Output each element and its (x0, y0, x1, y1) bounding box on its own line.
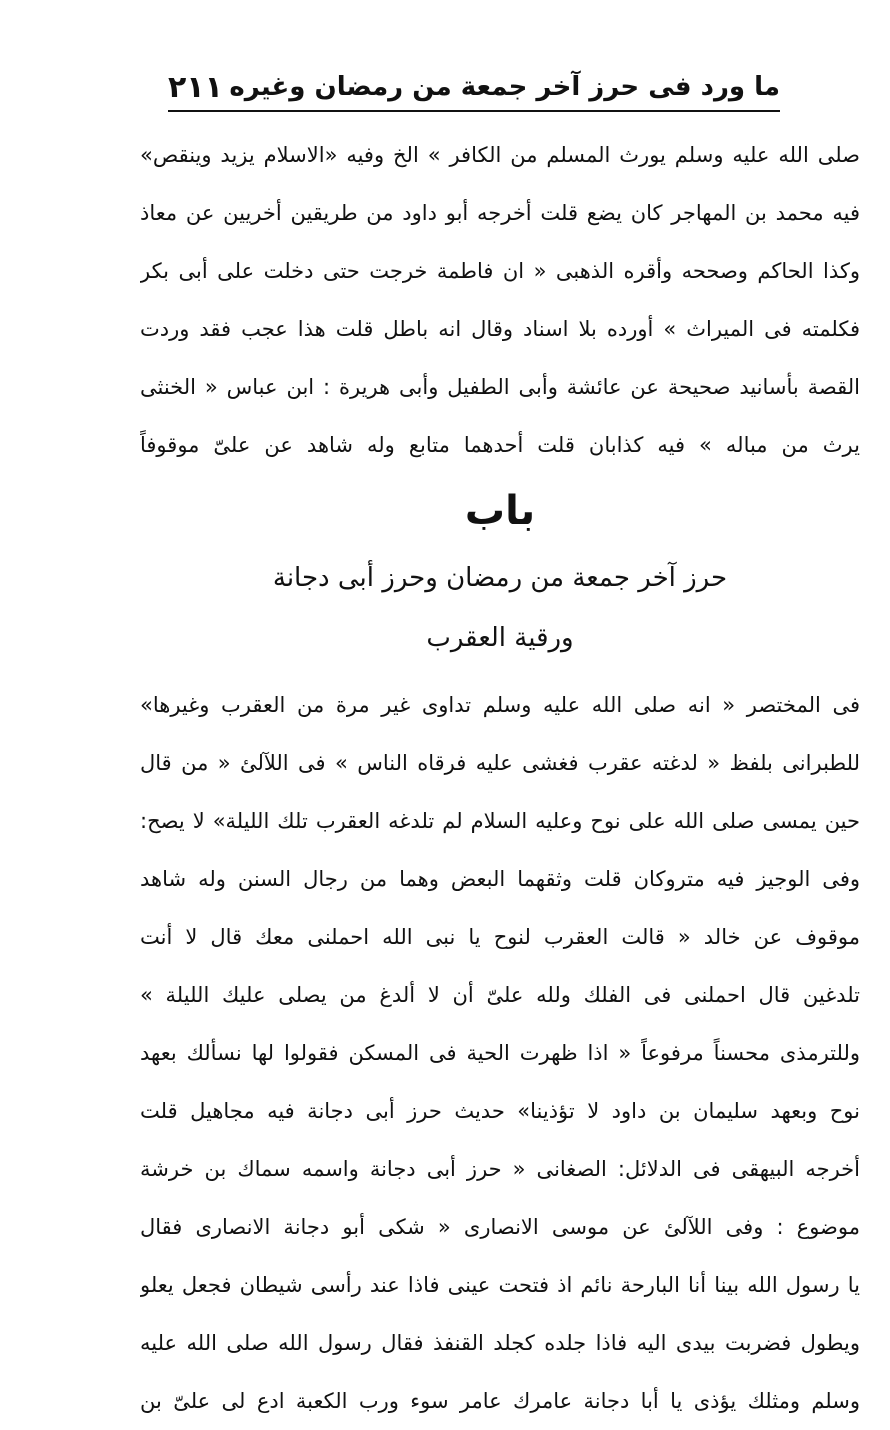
text-line: يا رسول الله بينا أنا البارحة نائم اذ فتحت عينى فاذا عند رأسى شيطان فجعل يعلو (140, 1273, 860, 1297)
header-rule (168, 110, 780, 112)
text-line: موضوع : وفى اللآلئ عن موسى الانصارى « شكى أبو دجانة الانصارى فقال (140, 1215, 860, 1239)
section-subheading: حرز آخر جمعة من رمضان وحرز أبى دجانة (272, 563, 728, 593)
section-heading: باب (464, 488, 536, 534)
page-number: ٢١١ (168, 69, 223, 105)
text-line: وكذا الحاكم وصححه وأقره الذهبى « ان فاطمة خرجت حتى دخلت على أبى بكر (140, 259, 860, 283)
text-line: فكلمته فى الميراث » أورده بلا اسناد وقال انه باطل قلت هذا عجب فقد وردت (140, 317, 860, 341)
text-line: موقوف عن خالد « قالت العقرب لنوح يا نبى الله احملنى معك قال لا أنت (140, 925, 860, 949)
text-line: فيه محمد بن المهاجر كان يضع قلت أخرجه أبو داود من طريقين أخريين عن معاذ (140, 201, 860, 225)
text-line: صلى الله عليه وسلم يورث المسلم من الكافر » الخ وفيه «الاسلام يزيد وينقص» (140, 143, 860, 167)
text-line: وسلم ومثلك يؤذى يا أبا دجانة عامرك عامر سوء ورب الكعبة ادع لى علىّ بن (140, 1389, 860, 1413)
text-line: للطبرانى بلفظ « لدغته عقرب فغشى عليه فرقاه الناس » فى اللآلئ « من قال (140, 751, 860, 775)
text-line: يرث من مباله » فيه كذابان قلت أحدهما متابع وله شاهد عن علىّ موقوفاً (140, 433, 860, 457)
text-line: فى المختصر « انه صلى الله عليه وسلم تداوى غير مرة من العقرب وغيرها» (140, 693, 860, 717)
text-line: القصة بأسانيد صحيحة عن عائشة وأبى الطفيل وأبى هريرة : ابن عباس « الخنثى (140, 375, 860, 399)
text-line: تلدغين قال احملنى فى الفلك ولله علىّ أن لا ألدغ من يصلى عليك الليلة » (140, 983, 860, 1007)
text-line: وفى الوجيز فيه متروكان قلت وثقهما البعض وهما من رجال السنن وله شاهد (140, 867, 860, 891)
page-header (168, 62, 780, 112)
section-subheading: ورقية العقرب (426, 623, 574, 653)
text-line: ويطول فضربت بيدى اليه فاذا جلده كجلد القنفذ فقال رسول الله صلى الله عليه (140, 1331, 860, 1355)
text-line: وللترمذى محسناً مرفوعاً « اذا ظهرت الحية فى المسكن فقولوا لها نسألك بعهد (140, 1041, 860, 1065)
spacer (140, 668, 860, 676)
running-title: ما ورد فى حرز آخر جمعة من رمضان وغيره (229, 72, 780, 102)
paragraph-1 (140, 126, 860, 474)
text-line: حين يمسى صلى الله على نوح وعليه السلام لم تلدغه العقرب تلك الليلة» لا يصح: (140, 809, 860, 833)
text-line: أخرجه البيهقى فى الدلائل: الصغانى « حرز أبى دجانة واسمه سماك بن خرشة (140, 1157, 860, 1181)
paragraph-2 (140, 676, 860, 1430)
page-body (140, 126, 860, 1430)
text-line: نوح وبعهد سليمان بن داود لا تؤذينا» حديث حرز أبى دجانة فيه مجاهيل قلت (140, 1099, 860, 1123)
